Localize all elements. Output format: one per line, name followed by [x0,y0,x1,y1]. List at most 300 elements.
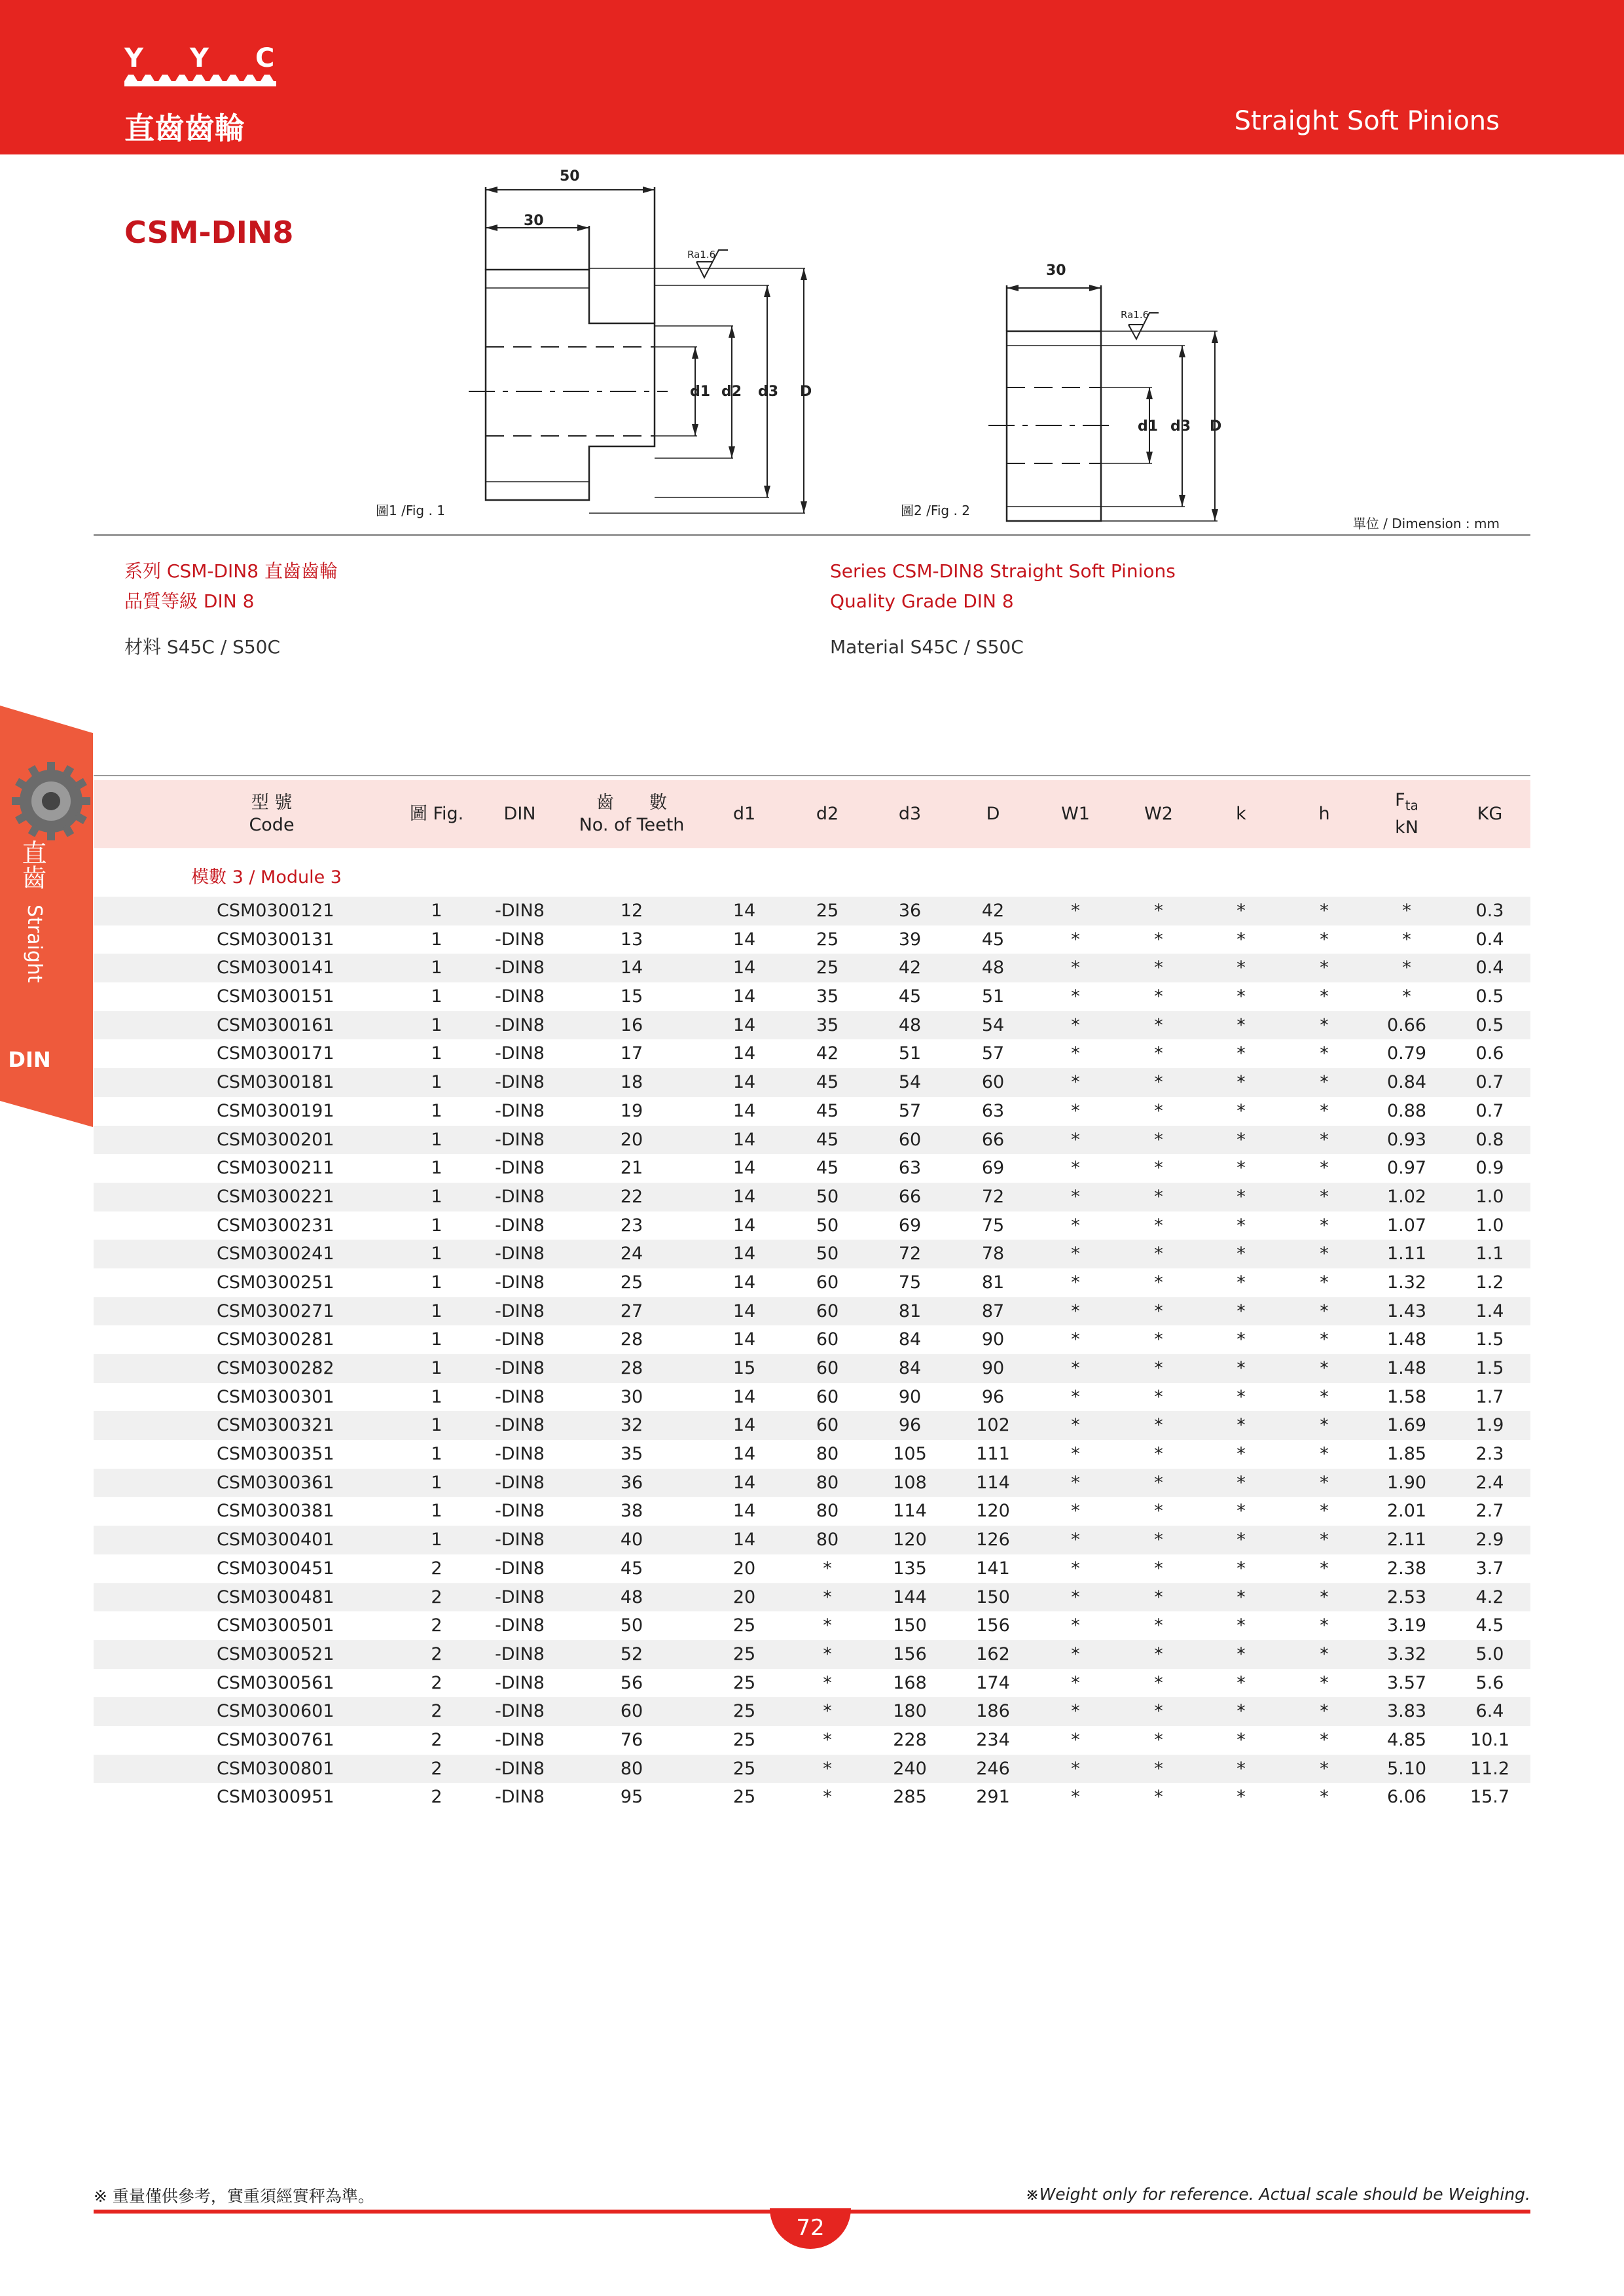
cell-k: * [1236,1672,1246,1693]
col-code-cn: 型 號 [251,793,293,813]
cell-code: CSM0300761 [217,1729,334,1750]
cell-w2: * [1154,1530,1163,1551]
col-d3: d3 [898,804,922,824]
cell-w1: * [1071,1444,1080,1465]
cell-d3: 63 [898,1158,922,1179]
cell-fta: * [1402,901,1411,921]
table-row [94,1039,1530,1068]
cell-D: 156 [976,1615,1010,1636]
cell-w1: * [1071,1158,1080,1179]
cell-d2: 45 [816,1100,839,1121]
cell-k: * [1236,1014,1246,1035]
cell-din: -DIN8 [495,1329,545,1350]
cell-din: -DIN8 [495,1215,545,1236]
cell-w2: * [1154,1672,1163,1693]
cell-kg: 0.8 [1475,1129,1504,1150]
cell-d2: 80 [816,1444,839,1465]
cell-d1: 14 [732,1072,756,1093]
cell-D: 69 [981,1158,1005,1179]
col-kg: KG [1477,804,1503,824]
table-row [94,1497,1530,1526]
cell-w1: * [1071,901,1080,921]
cell-fig: 1 [431,1043,442,1064]
cell-k: * [1236,1558,1246,1579]
cell-kg: 1.9 [1475,1415,1504,1436]
cell-fig: 2 [431,1587,442,1607]
table-row [94,1154,1530,1183]
cell-teeth: 60 [620,1701,643,1722]
cell-w1: * [1071,1329,1080,1350]
cell-w2: * [1154,1444,1163,1465]
cell-din: -DIN8 [495,1129,545,1150]
cell-code: CSM0300151 [217,986,334,1007]
cell-fta: 3.19 [1386,1615,1427,1636]
cell-din: -DIN8 [495,1729,545,1750]
fig1-caption: 圖1 /Fig . 1 [376,503,445,518]
cell-d2: 42 [816,1043,839,1064]
cell-kg: 0.5 [1475,1014,1504,1035]
cell-h: * [1320,986,1329,1007]
cell-w1: * [1071,1530,1080,1551]
cell-d3: 90 [898,1386,922,1407]
cell-k: * [1236,1300,1246,1321]
cell-code: CSM0300141 [217,958,334,978]
brand-letter: Y [124,43,143,73]
cell-kg: 1.4 [1475,1300,1504,1321]
cell-code: CSM0300191 [217,1100,334,1121]
cell-fta: 3.32 [1386,1643,1427,1664]
cell-w2: * [1154,1186,1163,1207]
cell-teeth: 18 [620,1072,643,1093]
cell-w1: * [1071,986,1080,1007]
cell-din: -DIN8 [495,1272,545,1293]
cell-fta: 1.48 [1386,1358,1427,1378]
unit-label: 單位 / Dimension : mm [1352,516,1500,531]
table-row [94,1726,1530,1755]
cell-w1: * [1071,1215,1080,1236]
brand-letter: C [255,43,275,73]
cell-w2: * [1154,1501,1163,1522]
cell-teeth: 12 [620,901,643,921]
brand-logo-letters [124,43,321,73]
cell-k: * [1236,986,1246,1007]
cell-w2: * [1154,1472,1163,1493]
cell-code: CSM0300801 [217,1758,334,1779]
cell-k: * [1236,1386,1246,1407]
series-cn: 系列 CSM-DIN8 直齒齒輪 [124,560,338,582]
cell-k: * [1236,901,1246,921]
cell-din: -DIN8 [495,1014,545,1035]
cell-d3: 45 [898,986,922,1007]
cell-w2: * [1154,1043,1163,1064]
cell-D: 246 [976,1758,1010,1779]
cell-d2: * [823,1643,832,1664]
cell-h: * [1320,1043,1329,1064]
cell-kg: 0.3 [1475,901,1504,921]
cell-code: CSM0300131 [217,929,334,950]
grade-en: Quality Grade DIN 8 [830,590,1014,612]
cell-w2: * [1154,1729,1163,1750]
cell-din: -DIN8 [495,1472,545,1493]
table-body [94,897,1530,1812]
roughness-label-fig2: Ra1.6 [1121,309,1149,321]
cell-fig: 1 [431,1186,442,1207]
cell-D: 90 [981,1329,1005,1350]
table-row [94,1097,1530,1126]
cell-fta: 1.48 [1386,1329,1427,1350]
table-row [94,1211,1530,1240]
side-tab-din: DIN [8,1047,51,1072]
cell-h: * [1320,1100,1329,1121]
col-d2: d2 [816,804,839,824]
cell-teeth: 80 [620,1758,643,1779]
cell-k: * [1236,1729,1246,1750]
cell-fig: 1 [431,1358,442,1378]
cell-d2: 80 [816,1530,839,1551]
cell-fig: 2 [431,1787,442,1808]
cell-D: 291 [976,1787,1010,1808]
cell-d1: 14 [732,1158,756,1179]
cell-d1: 25 [732,1729,756,1750]
cell-d2: 45 [816,1158,839,1179]
divider-top [94,534,1530,536]
cell-fig: 1 [431,1300,442,1321]
cell-D: 75 [981,1215,1005,1236]
cell-code: CSM0300281 [217,1329,334,1350]
cell-w2: * [1154,1558,1163,1579]
cell-w1: * [1071,1672,1080,1693]
cell-d3: 84 [898,1329,922,1350]
side-tab-en: Straight [23,905,46,983]
cell-k: * [1236,1643,1246,1664]
cell-w2: * [1154,1358,1163,1378]
cell-d1: 14 [732,1244,756,1265]
cell-D: 81 [981,1272,1005,1293]
cell-d2: 45 [816,1072,839,1093]
cell-teeth: 95 [620,1787,643,1808]
cell-D: 87 [981,1300,1005,1321]
cell-fta: 1.07 [1386,1215,1427,1236]
cell-h: * [1320,1158,1329,1179]
table-row [94,1268,1530,1297]
table-row [94,1068,1530,1097]
cell-code: CSM0300121 [217,901,334,921]
cell-teeth: 40 [620,1530,643,1551]
table-header [94,780,1530,848]
cell-fta: 6.06 [1386,1787,1427,1808]
table-row [94,1383,1530,1412]
cell-kg: 1.0 [1475,1186,1504,1207]
cell-d2: 50 [816,1244,839,1265]
cell-fta: * [1402,958,1411,978]
cell-k: * [1236,1329,1246,1350]
cell-teeth: 45 [620,1558,643,1579]
cell-d1: 14 [732,1186,756,1207]
cell-w2: * [1154,986,1163,1007]
table-row [94,1669,1530,1698]
col-h: h [1318,804,1330,824]
cell-D: 54 [981,1014,1005,1035]
cell-code: CSM0300181 [217,1072,334,1093]
cell-d3: 48 [898,1014,922,1035]
cell-kg: 15.7 [1470,1787,1510,1808]
brand-letter: Y [190,43,209,73]
cell-w2: * [1154,1072,1163,1093]
cell-code: CSM0300951 [217,1787,334,1808]
table-row [94,1554,1530,1583]
cell-kg: 1.7 [1475,1386,1504,1407]
cell-fta: 2.01 [1386,1501,1427,1522]
cell-kg: 2.7 [1475,1501,1504,1522]
cell-w2: * [1154,1300,1163,1321]
cell-w1: * [1071,1014,1080,1035]
cell-w1: * [1071,1729,1080,1750]
cell-fig: 1 [431,1129,442,1150]
cell-fig: 1 [431,958,442,978]
cell-teeth: 28 [620,1358,643,1378]
cell-d3: 84 [898,1358,922,1378]
cell-kg: 2.4 [1475,1472,1504,1493]
cell-fig: 1 [431,929,442,950]
cell-fta: 0.93 [1386,1129,1427,1150]
cell-kg: 1.5 [1475,1329,1504,1350]
cell-code: CSM0300561 [217,1672,334,1693]
cell-k: * [1236,1186,1246,1207]
spec-cn [124,556,338,662]
cell-teeth: 25 [620,1272,643,1293]
cell-D: 48 [981,958,1005,978]
cell-D: 96 [981,1386,1005,1407]
cell-teeth: 16 [620,1014,643,1035]
module-label: 模數 3 / Module 3 [191,867,342,888]
cell-d2: * [823,1758,832,1779]
cell-din: -DIN8 [495,901,545,921]
cell-fta: 1.69 [1386,1415,1427,1436]
cell-w2: * [1154,929,1163,950]
cell-code: CSM0300251 [217,1272,334,1293]
cell-fig: 2 [431,1558,442,1579]
cell-h: * [1320,1530,1329,1551]
table-row [94,1640,1530,1669]
cell-kg: 6.4 [1475,1701,1504,1722]
cell-teeth: 56 [620,1672,643,1693]
cell-k: * [1236,1787,1246,1808]
cell-w1: * [1071,1072,1080,1093]
table-row [94,954,1530,982]
cell-w2: * [1154,1100,1163,1121]
cell-fig: 2 [431,1729,442,1750]
cell-k: * [1236,1244,1246,1265]
cell-fta: 1.90 [1386,1472,1427,1493]
cell-d3: 66 [898,1186,922,1207]
cell-d1: 14 [732,1472,756,1493]
cell-d2: 50 [816,1186,839,1207]
cell-d2: 35 [816,1014,839,1035]
cell-w1: * [1071,1587,1080,1607]
col-teeth-cn: 齒 數 [596,793,667,813]
cell-h: * [1320,1643,1329,1664]
cell-w2: * [1154,1129,1163,1150]
cell-teeth: 24 [620,1244,643,1265]
cell-w1: * [1071,1558,1080,1579]
cell-w2: * [1154,1215,1163,1236]
cell-code: CSM0300211 [217,1158,334,1179]
cell-w2: * [1154,1329,1163,1350]
cell-d2: 80 [816,1472,839,1493]
spec-en [830,556,1176,662]
table-row [94,897,1530,925]
cell-k: * [1236,1043,1246,1064]
cell-din: -DIN8 [495,1672,545,1693]
cell-d1: 14 [732,1444,756,1465]
cell-k: * [1236,1358,1246,1378]
cell-k: * [1236,1701,1246,1722]
cell-w1: * [1071,1100,1080,1121]
cell-d2: * [823,1587,832,1607]
table-row [94,1755,1530,1784]
cell-d2: 60 [816,1386,839,1407]
table-row [94,1440,1530,1469]
cell-k: * [1236,1129,1246,1150]
cell-teeth: 50 [620,1615,643,1636]
cell-d1: 14 [732,1129,756,1150]
brand-name-cn: 直齒齒輪 [124,111,245,146]
table-row [94,1697,1530,1726]
cell-code: CSM0300381 [217,1501,334,1522]
cell-d3: 156 [893,1643,927,1664]
cell-code: CSM0300282 [217,1358,334,1378]
cell-fta: 1.43 [1386,1300,1427,1321]
cell-code: CSM0300521 [217,1643,334,1664]
cell-d2: 60 [816,1300,839,1321]
cell-h: * [1320,1358,1329,1378]
cell-code: CSM0300301 [217,1386,334,1407]
col-fta [1395,780,1418,848]
cell-fig: 2 [431,1758,442,1779]
cell-d1: 14 [732,1415,756,1436]
label-d3: d3 [758,384,779,400]
cell-fig: 2 [431,1672,442,1693]
cell-kg: 0.5 [1475,986,1504,1007]
cell-h: * [1320,1186,1329,1207]
cell-D: 114 [976,1472,1010,1493]
cell-fta: 4.85 [1386,1729,1427,1750]
cell-d3: 144 [893,1587,927,1607]
cell-h: * [1320,1758,1329,1779]
fig2-caption: 圖2 /Fig . 2 [901,503,970,518]
cell-kg: 1.1 [1475,1244,1504,1265]
cell-d1: 25 [732,1758,756,1779]
label-fig2-d1: d1 [1138,418,1159,435]
label-fig2-D: D [1210,418,1222,435]
cell-fta: 0.88 [1386,1100,1427,1121]
cell-d3: 60 [898,1129,922,1150]
cell-fig: 1 [431,1530,442,1551]
cell-h: * [1320,1672,1329,1693]
table-row [94,1297,1530,1326]
cell-kg: 0.9 [1475,1158,1504,1179]
table-row [94,1526,1530,1554]
cell-w2: * [1154,901,1163,921]
cell-d1: 14 [732,929,756,950]
col-d1: d1 [732,804,756,824]
cell-code: CSM0300361 [217,1472,334,1493]
cell-fig: 1 [431,986,442,1007]
cell-din: -DIN8 [495,1300,545,1321]
label-d1: d1 [690,384,711,400]
cell-h: * [1320,1215,1329,1236]
cell-w1: * [1071,1758,1080,1779]
cell-D: 78 [981,1244,1005,1265]
cell-w1: * [1071,1272,1080,1293]
cell-d1: 25 [732,1787,756,1808]
table-row [94,1240,1530,1268]
col-fta-f: F [1395,790,1405,811]
cell-d1: 14 [732,1272,756,1293]
cell-d3: 285 [893,1787,927,1808]
cell-code: CSM0300601 [217,1701,334,1722]
cell-teeth: 22 [620,1186,643,1207]
cell-code: CSM0300201 [217,1129,334,1150]
cell-fta: * [1402,986,1411,1007]
cell-D: 186 [976,1701,1010,1722]
cell-D: 174 [976,1672,1010,1693]
cell-code: CSM0300481 [217,1587,334,1607]
cell-fta: 1.02 [1386,1186,1427,1207]
cell-d3: 228 [893,1729,927,1750]
cell-w2: * [1154,1758,1163,1779]
cell-w1: * [1071,1358,1080,1378]
cell-h: * [1320,1329,1329,1350]
cell-d1: 25 [732,1672,756,1693]
cell-din: -DIN8 [495,1615,545,1636]
page-number: 72 [770,2208,851,2249]
table-row [94,1411,1530,1440]
cell-d2: 60 [816,1329,839,1350]
cell-fta: 3.83 [1386,1701,1427,1722]
cell-kg: 1.2 [1475,1272,1504,1293]
cell-teeth: 20 [620,1129,643,1150]
cell-d1: 25 [732,1615,756,1636]
cell-teeth: 35 [620,1444,643,1465]
cell-fta: 1.85 [1386,1444,1427,1465]
cell-w1: * [1071,1415,1080,1436]
cell-w2: * [1154,1415,1163,1436]
cell-teeth: 36 [620,1472,643,1493]
cell-din: -DIN8 [495,1530,545,1551]
cell-din: -DIN8 [495,1100,545,1121]
table-row [94,1611,1530,1640]
cell-fig: 1 [431,1215,442,1236]
cell-fig: 1 [431,1244,442,1265]
cell-fig: 1 [431,1415,442,1436]
cell-fig: 2 [431,1701,442,1722]
cell-h: * [1320,1472,1329,1493]
cell-d1: 14 [732,1300,756,1321]
cell-din: -DIN8 [495,958,545,978]
cell-k: * [1236,1615,1246,1636]
cell-fta: 1.32 [1386,1272,1427,1293]
cell-k: * [1236,1472,1246,1493]
cell-kg: 5.0 [1475,1643,1504,1664]
cell-d3: 168 [893,1672,927,1693]
cell-w1: * [1071,1615,1080,1636]
cell-fig: 1 [431,1072,442,1093]
cell-D: 102 [976,1415,1010,1436]
cell-d1: 25 [732,1643,756,1664]
cell-d2: 25 [816,901,839,921]
cell-w1: * [1071,958,1080,978]
